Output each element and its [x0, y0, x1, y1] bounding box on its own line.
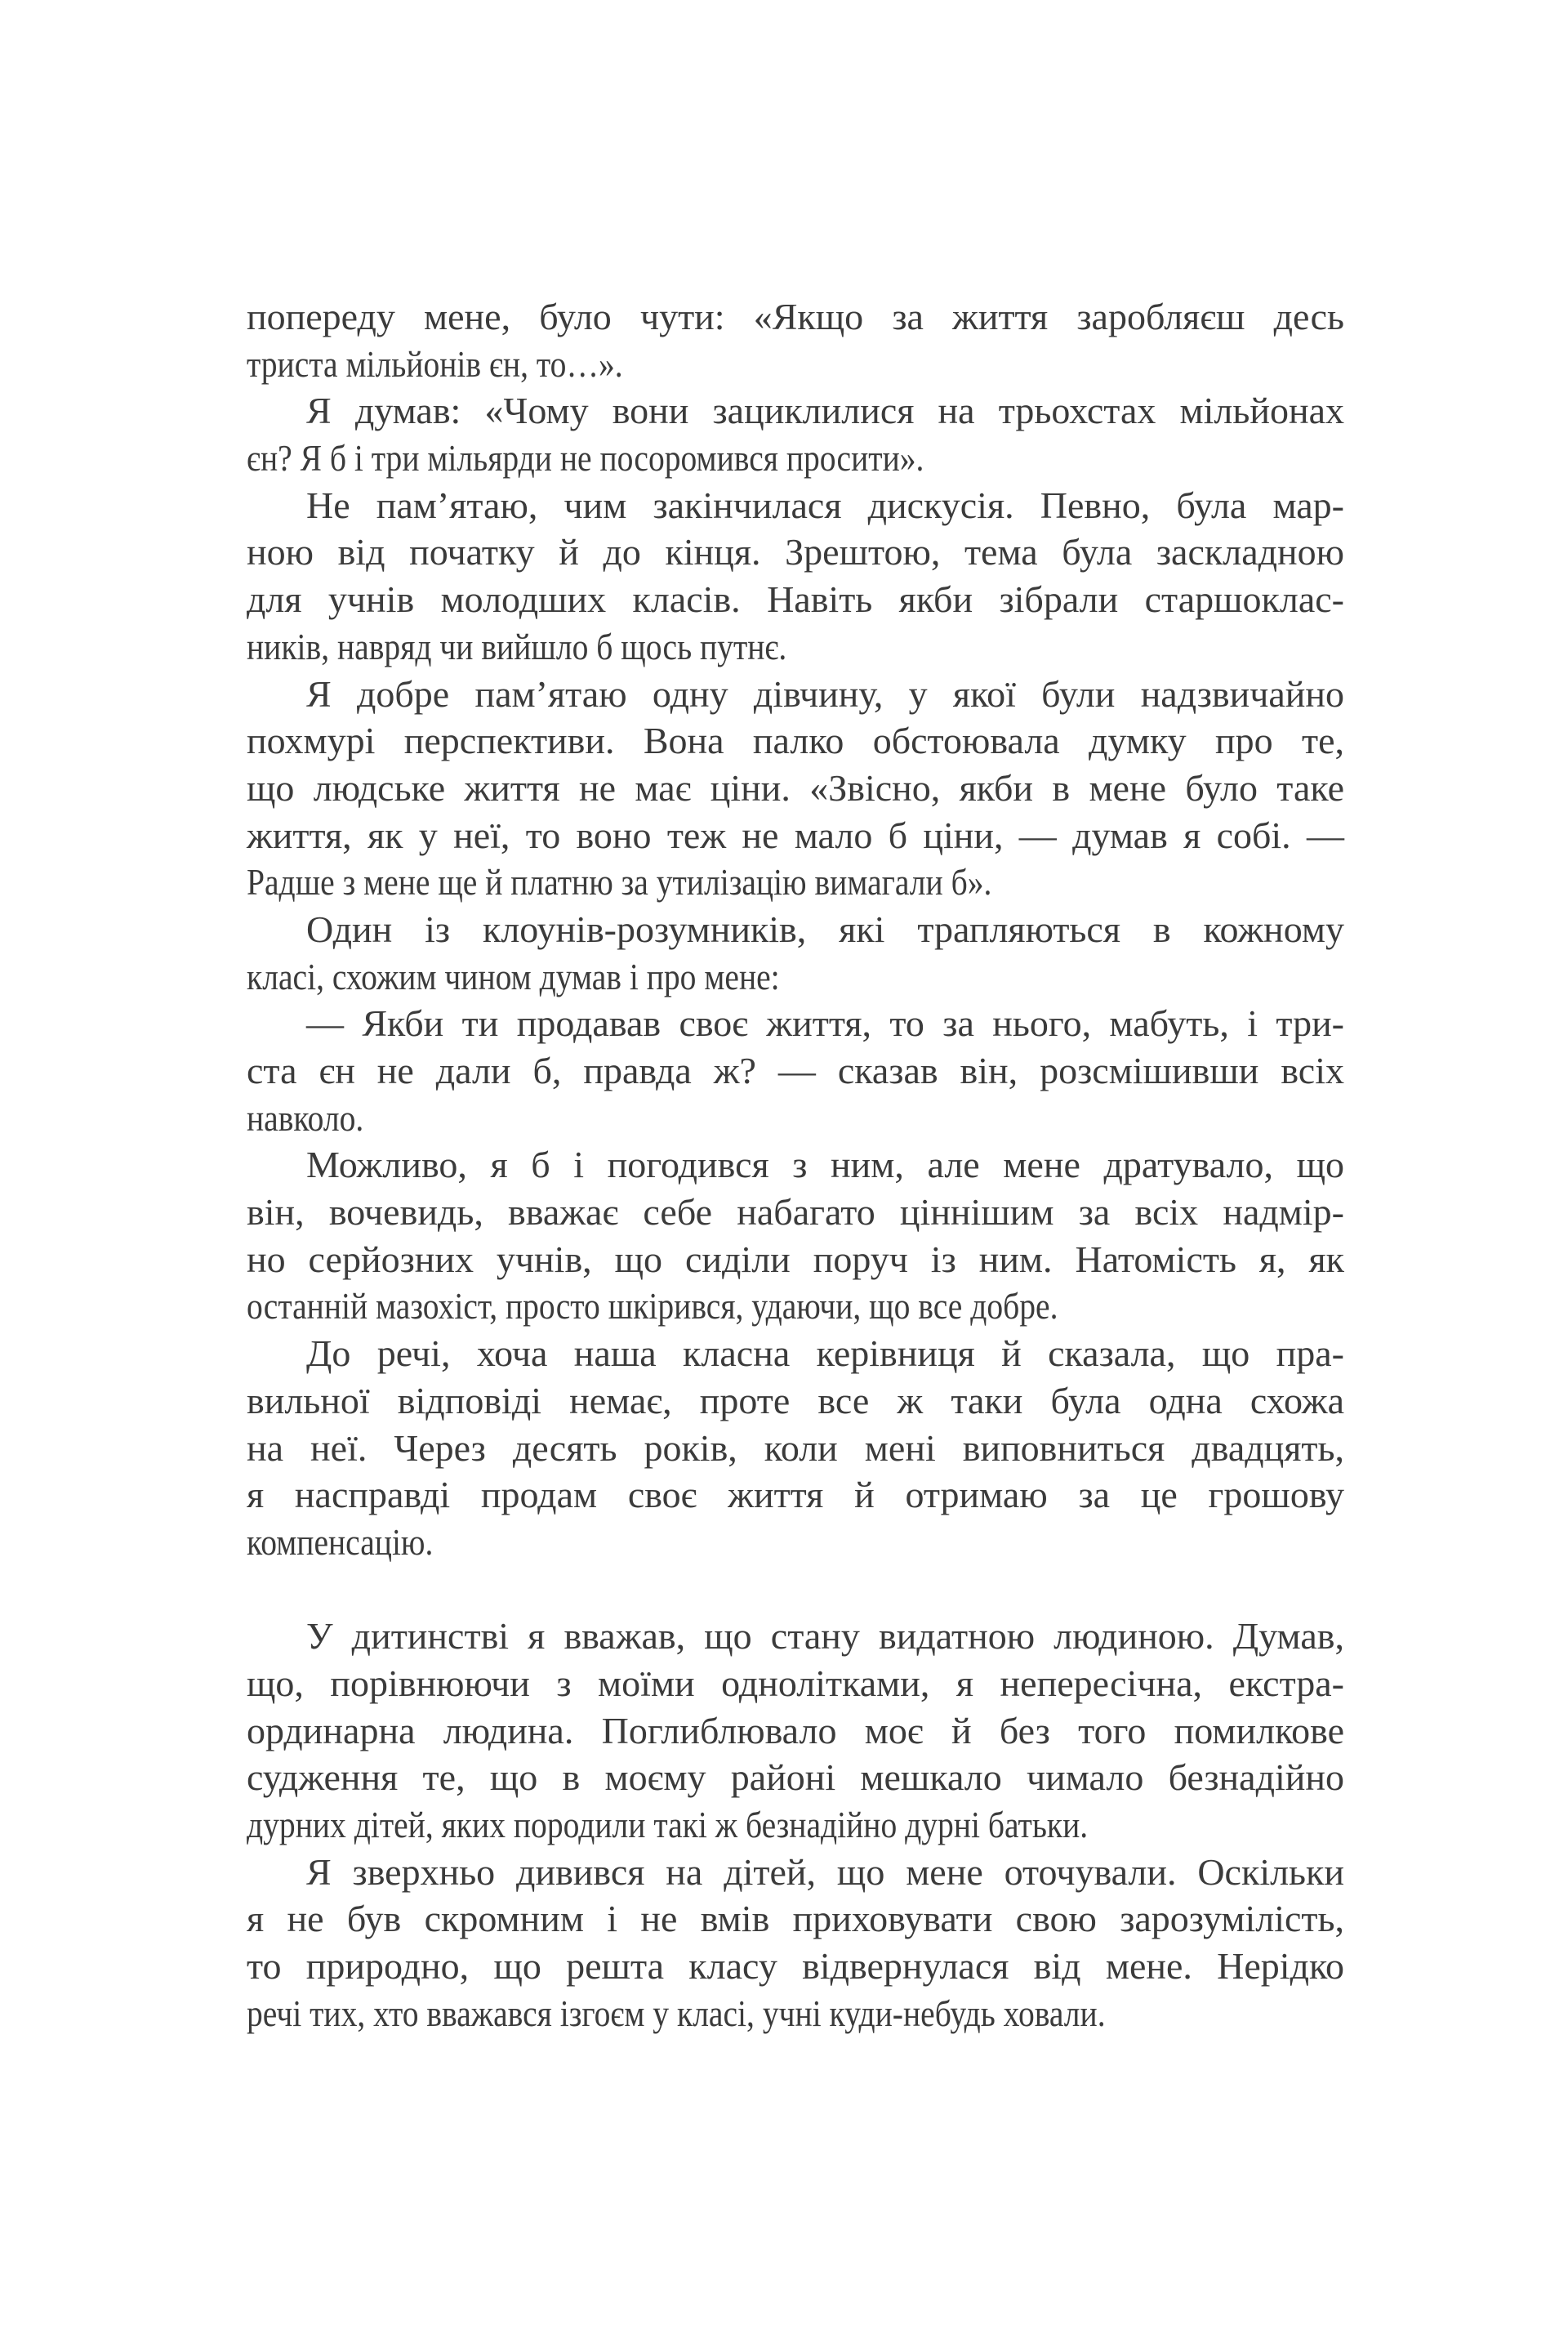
- book-page-text: [247, 293, 1344, 2037]
- text-line: [247, 387, 1344, 435]
- text-line-content: ників, навряд чи вийшло б щось путнє.: [247, 625, 787, 667]
- text-line-content: похмурі перспективи. Вона палко обстоювала думку про те,: [247, 720, 1344, 762]
- text-line-content: ординарна людина. Поглиблювало моє й без того помилкове: [247, 1709, 1344, 1751]
- text-line-content: що, порівнюючи з моїми однолітками, я непересічна, екстра-: [247, 1662, 1344, 1704]
- text-line-content: Один із клоунів-розумників, які трапляються в кожному: [306, 908, 1344, 950]
- text-line: [247, 1519, 1344, 1566]
- text-line: [247, 482, 1344, 529]
- text-line: [247, 1943, 1344, 1990]
- text-line: [247, 623, 1344, 671]
- paragraph: [247, 1330, 1344, 1565]
- text-line-content: що людське життя не має ціни. «Звісно, якби в мене було таке: [247, 766, 1344, 809]
- text-line-content: на неї. Через десять років, коли мені виповниться двадцять,: [247, 1426, 1344, 1469]
- text-line: [247, 1189, 1344, 1236]
- text-line: [247, 1425, 1344, 1472]
- text-line-content: я не був скромним і не вмів приховувати свою зарозумілість,: [247, 1898, 1344, 1940]
- paragraph: [247, 293, 1344, 387]
- text-line: [247, 1047, 1344, 1095]
- text-line-content: класі, схожим чином думав і про мене:: [247, 955, 780, 997]
- text-line: [247, 717, 1344, 765]
- paragraph: [247, 906, 1344, 1000]
- text-line-content: но серйозних учнів, що сиділи поруч із ним. Натомість я, як: [247, 1238, 1344, 1280]
- text-line-content: життя, як у неї, то воно теж не мало б ціни, — думав я собі. —: [247, 814, 1344, 856]
- text-line-content: Можливо, я б і погодився з ним, але мене дратувало, що: [306, 1144, 1344, 1186]
- text-line: [247, 576, 1344, 623]
- text-line: [247, 1141, 1344, 1189]
- text-line-content: компенсацію.: [247, 1520, 434, 1563]
- text-line-content: Радше з мене ще й платню за утилізацію вимагали б».: [247, 861, 992, 904]
- paragraph: [247, 671, 1344, 906]
- text-line: [247, 906, 1344, 953]
- text-line: [247, 1895, 1344, 1943]
- text-line: [247, 1095, 1344, 1142]
- text-line-content: ста єн не дали б, правда ж? — сказав він, розсмішивши всіх: [247, 1050, 1344, 1091]
- text-line-content: попереду мене, було чути: «Якщо за життя заробляєш десь: [247, 296, 1344, 337]
- text-line-content: останній мазохіст, просто шкірився, удаючи, що все добре.: [247, 1285, 1058, 1327]
- text-line: [247, 1613, 1344, 1660]
- text-line-content: то природно, що решта класу відвернулася від мене. Нерідко: [247, 1945, 1344, 1988]
- paragraph: [247, 482, 1344, 671]
- text-line: [247, 1849, 1344, 1896]
- text-line-content: судження те, що в моєму районі мешкало чимало безнадійно: [247, 1756, 1344, 1799]
- text-line-content: для учнів молодших класів. Навіть якби зібрали старшоклас-: [247, 578, 1344, 621]
- text-line: [247, 1990, 1344, 2037]
- text-line-content: У дитинстві я вважав, що стану видатною людиною. Думав,: [306, 1615, 1344, 1658]
- text-line: [247, 529, 1344, 576]
- text-line-content: До речі, хоча наша класна керівниця й сказала, що пра-: [306, 1332, 1344, 1375]
- text-line-content: Я думав: «Чому вони зациклилися на трьохстах мільйонах: [306, 390, 1344, 432]
- paragraph: [247, 1849, 1344, 2037]
- text-line: [247, 1000, 1344, 1047]
- text-line: [247, 859, 1344, 906]
- text-line-content: речі тих, хто вважався ізгоєм у класі, учні куди-небудь ховали.: [247, 1992, 1106, 2034]
- text-line-content: він, вочевидь, вважає себе набагато ціннішим за всіх надмір-: [247, 1191, 1344, 1234]
- text-line: [247, 1377, 1344, 1425]
- paragraph: [247, 387, 1344, 481]
- text-line: [247, 341, 1344, 388]
- text-line: [247, 1330, 1344, 1377]
- text-line-content: триста мільйонів єн, то…».: [247, 342, 623, 385]
- text-line-content: навколо.: [247, 1096, 364, 1139]
- text-line: [247, 1707, 1344, 1755]
- text-line-content: дурних дітей, яких породили такі ж безнадійно дурні батьки.: [247, 1804, 1089, 1845]
- text-line-content: — Якби ти продавав своє життя, то за нього, мабуть, і три-: [306, 1002, 1344, 1045]
- text-line: [247, 671, 1344, 718]
- text-line: [247, 1236, 1344, 1283]
- text-line-content: я насправді продам своє життя й отримаю за це грошову: [247, 1474, 1344, 1516]
- text-line: [247, 1660, 1344, 1707]
- paragraph: [247, 1613, 1344, 1848]
- text-line-content: Я добре пам’ятаю одну дівчину, у якої були надзвичайно: [306, 672, 1344, 715]
- text-line: [247, 1754, 1344, 1801]
- text-line: [247, 435, 1344, 482]
- text-line-content: вильної відповіді немає, проте все ж таки була одна схожа: [247, 1379, 1344, 1421]
- text-line-content: Я зверхньо дивився на дітей, що мене оточували. Оскільки: [306, 1850, 1344, 1893]
- text-line: [247, 953, 1344, 1001]
- text-line: [247, 812, 1344, 859]
- text-line-content: єн? Я б і три мільярди не посоромився просити».: [247, 437, 924, 480]
- text-line-content: Не пам’ятаю, чим закінчилася дискусія. Певно, була мар-: [306, 484, 1344, 526]
- text-line: [247, 1283, 1344, 1330]
- text-line-content: ною від початку й до кінця. Зрештою, тема була заскладною: [247, 531, 1344, 573]
- paragraph: [247, 1000, 1344, 1141]
- text-line: [247, 1471, 1344, 1519]
- text-line: [247, 1801, 1344, 1849]
- paragraph: [247, 1141, 1344, 1330]
- text-line: [247, 765, 1344, 812]
- text-line: [247, 293, 1344, 341]
